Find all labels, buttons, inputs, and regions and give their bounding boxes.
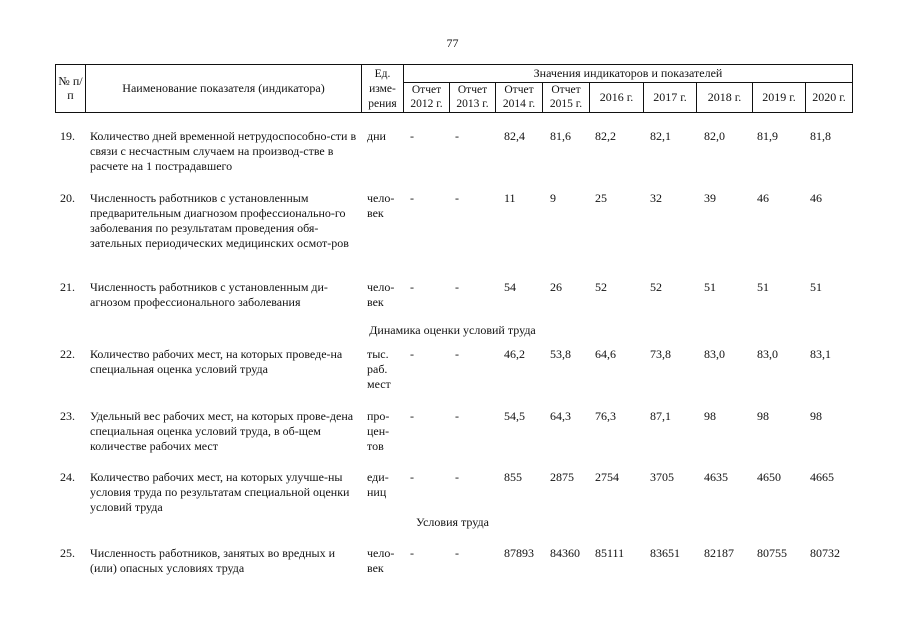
value-cell: 82187 [704, 546, 734, 560]
value-cell: 25 [595, 191, 607, 205]
value-cell: 64,3 [550, 409, 571, 423]
value-cell: 52 [595, 280, 607, 294]
value-cell: 83,0 [704, 347, 725, 361]
indicator-name: Численность работников с установленным ди-агнозом профессионального заболевания [90, 280, 328, 309]
value-cell: 82,0 [704, 129, 725, 143]
header-year: 2020 г. [812, 90, 846, 104]
value-cell: - [455, 280, 459, 294]
row-number: 23. [60, 409, 75, 423]
row-number: 25. [60, 546, 75, 560]
header-year: 2019 г. [762, 90, 796, 104]
value-cell: 39 [704, 191, 716, 205]
header-name: Наименование показателя (индикатора) [122, 81, 325, 95]
value-cell: - [410, 191, 414, 205]
indicator-name: Количество рабочих мест, на которых проведе-на специальная оценка условий труда [90, 347, 343, 376]
value-cell: 81,6 [550, 129, 571, 143]
value-cell: 98 [757, 409, 769, 423]
value-cell: 83,0 [757, 347, 778, 361]
value-cell: - [455, 129, 459, 143]
value-cell: 855 [504, 470, 522, 484]
unit-cell: еди-ниц [367, 470, 389, 499]
header-year: Отчет 2014 г. [502, 84, 536, 110]
value-cell: - [455, 347, 459, 361]
unit-cell: про-цен-тов [367, 409, 390, 453]
value-cell: 80755 [757, 546, 787, 560]
indicator-name: Количество рабочих мест, на которых улучше-ны условия труда по результатам специальной оценки условий труда [90, 470, 350, 514]
value-cell: - [455, 546, 459, 560]
indicator-name: Численность работников, занятых во вредных и (или) опасных условиях труда [90, 546, 336, 575]
value-cell: 53,8 [550, 347, 571, 361]
indicator-name: Удельный вес рабочих мест, на которых прове-дена специальная оценка условий труда, в об-щем количестве рабочих мест [90, 409, 354, 453]
header-year: Отчет 2015 г. [549, 84, 583, 110]
value-cell: - [455, 470, 459, 484]
value-cell: 54,5 [504, 409, 525, 423]
section-heading: Условия труда [416, 515, 489, 529]
value-cell: 87893 [504, 546, 534, 560]
value-cell: 76,3 [595, 409, 616, 423]
value-cell: 9 [550, 191, 556, 205]
value-cell: 98 [704, 409, 716, 423]
value-cell: 82,4 [504, 129, 525, 143]
value-cell: - [410, 546, 414, 560]
value-cell: 64,6 [595, 347, 616, 361]
row-number: 24. [60, 470, 75, 484]
header-year: Отчет 2013 г. [456, 84, 489, 110]
header-year: 2016 г. [599, 90, 634, 104]
unit-cell: чело-век [367, 280, 395, 309]
value-cell: 54 [504, 280, 516, 294]
header-year: Отчет 2012 г. [410, 84, 443, 110]
value-cell: - [410, 409, 414, 423]
value-cell: 2754 [595, 470, 619, 484]
value-cell: 26 [550, 280, 562, 294]
header-num: № п/п [58, 74, 83, 102]
row-number: 22. [60, 347, 75, 361]
value-cell: - [410, 470, 414, 484]
value-cell: 51 [757, 280, 769, 294]
page-number: 77 [446, 36, 459, 50]
header-year: 2017 г. [653, 90, 687, 104]
row-number: 20. [60, 191, 75, 205]
value-cell: 98 [810, 409, 822, 423]
value-cell: 82,1 [650, 129, 671, 143]
value-cell: 4665 [810, 470, 834, 484]
unit-cell: дни [367, 129, 386, 143]
header-year: 2018 г. [707, 90, 742, 104]
value-cell: 83,1 [810, 347, 831, 361]
value-cell: 11 [504, 191, 516, 205]
unit-cell: чело-век [367, 546, 395, 575]
value-cell: 84360 [550, 546, 580, 560]
value-cell: 81,8 [810, 129, 831, 143]
value-cell: 73,8 [650, 347, 671, 361]
indicator-name: Количество дней временной нетрудоспособно-сти в связи с несчастным случаем на производ-стве в расчете на 1 пострадавшего [90, 129, 357, 173]
value-cell: 51 [810, 280, 822, 294]
value-cell: 80732 [810, 546, 840, 560]
value-cell: 51 [704, 280, 716, 294]
value-cell: 83651 [650, 546, 680, 560]
value-cell: 2875 [550, 470, 574, 484]
row-number: 21. [60, 280, 75, 294]
value-cell: - [455, 409, 459, 423]
unit-cell: чело-век [367, 191, 395, 220]
value-cell: 4635 [704, 470, 728, 484]
section-heading: Динамика оценки условий труда [369, 323, 536, 337]
value-cell: 46 [810, 191, 822, 205]
header-unit: Ед. изме-рения [368, 68, 397, 110]
value-cell: 82,2 [595, 129, 616, 143]
value-cell: 52 [650, 280, 662, 294]
value-cell: 4650 [757, 470, 781, 484]
value-cell: - [455, 191, 459, 205]
value-cell: - [410, 280, 414, 294]
value-cell: 3705 [650, 470, 674, 484]
value-cell: 46,2 [504, 347, 525, 361]
value-cell: 85111 [595, 546, 625, 560]
value-cell: 87,1 [650, 409, 671, 423]
header-group: Значения индикаторов и показателей [533, 66, 723, 80]
value-cell: - [410, 129, 414, 143]
table-header [55, 64, 853, 113]
value-cell: 46 [757, 191, 769, 205]
value-cell: - [410, 347, 414, 361]
row-number: 19. [60, 129, 75, 143]
value-cell: 81,9 [757, 129, 778, 143]
indicator-name: Численность работников с установленным предварительным диагнозом профессионально-го заболевания по результатам проведения обя-зательных периодических медицинских осмот-ров [90, 191, 349, 250]
value-cell: 32 [650, 191, 662, 205]
unit-cell: тыс. раб. мест [367, 347, 391, 391]
